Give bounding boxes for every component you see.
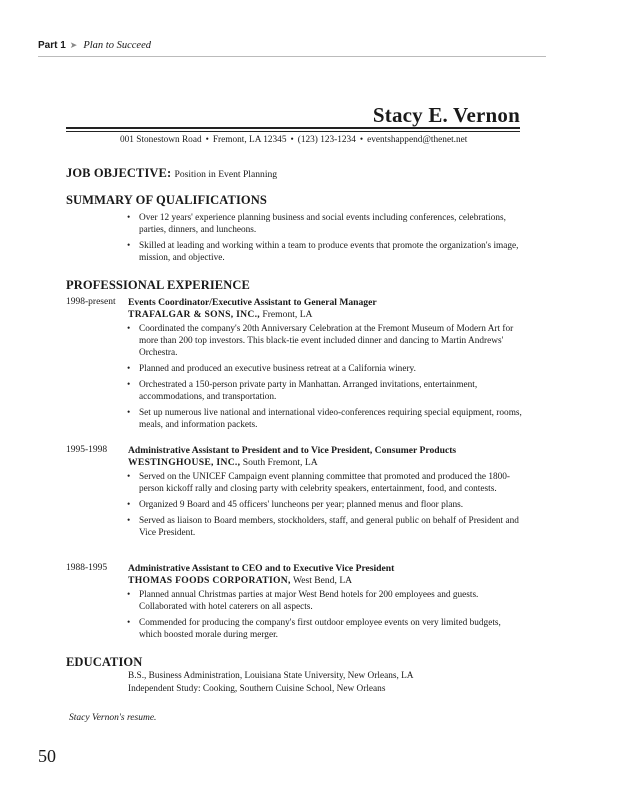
summary-heading: SUMMARY OF QUALIFICATIONS xyxy=(66,193,267,207)
job-company xyxy=(128,457,318,468)
job-bullets xyxy=(126,589,524,645)
bullet-separator: • xyxy=(359,135,364,145)
job-bullets xyxy=(126,471,524,543)
experience-heading: PROFESSIONAL EXPERIENCE xyxy=(66,278,250,292)
list-item: • Served as liaison to Board members, stockholders, staff, and general public on behalf of President and Vice President. xyxy=(126,515,524,539)
page-number: 50 xyxy=(38,746,56,766)
list-item: • Commended for producing the company's first outdoor employee events on very limited budgets, which boosted morale during merger. xyxy=(126,617,524,641)
company-name: WESTINGHOUSE, INC., xyxy=(128,457,241,468)
part-label: Part 1 xyxy=(38,40,66,51)
contact-line xyxy=(120,135,467,145)
list-item: • Set up numerous live national and international video-conferences requiring special equipment, rooms, meals, and information packets. xyxy=(126,407,524,431)
list-item: • Planned and produced an executive business retreat at a California winery. xyxy=(126,363,524,375)
education-lines xyxy=(128,670,414,695)
contact-email: eventshappend@thenet.net xyxy=(367,135,468,145)
objective-label: JOB OBJECTIVE: xyxy=(66,166,172,180)
job-title: Administrative Assistant to President and to Vice President, Consumer Products xyxy=(128,445,457,456)
job-title: Administrative Assistant to CEO and to Executive Vice President xyxy=(128,563,395,574)
company-name: THOMAS FOODS CORPORATION, xyxy=(128,575,291,586)
arrow-right-icon: ➤ xyxy=(69,40,78,50)
list-item: • Planned annual Christmas parties at major West Bend hotels for 200 employees and guests. Collaborated with hotel caterers on all aspects. xyxy=(126,589,524,613)
list-item: • Orchestrated a 150-person private party in Manhattan. Arranged invitations, entertainment, accommodations, and transportation. xyxy=(126,379,524,403)
job-company xyxy=(128,575,352,586)
company-location: West Bend, LA xyxy=(292,575,353,586)
job-bullets xyxy=(126,323,524,435)
company-location: Fremont, LA xyxy=(262,309,313,320)
job-dates: 1988-1995 xyxy=(66,563,108,573)
header-divider xyxy=(38,56,546,57)
name-rule-thin xyxy=(66,131,520,132)
running-head xyxy=(38,40,151,51)
figure-caption: Stacy Vernon's resume. xyxy=(69,713,157,723)
bullet-separator: • xyxy=(290,135,294,145)
job-dates: 1998-present xyxy=(66,297,116,307)
job-title: Events Coordinator/Executive Assistant to General Manager xyxy=(128,297,377,308)
list-item: • Over 12 years' experience planning business and social events including conferences, celebrations, parties, dinners, and luncheons. xyxy=(126,212,524,236)
list-item: • Coordinated the company's 20th Anniversary Celebration at the Fremont Museum of Modern Art for more than 200 top investors. This black-tie event included dinner and dancing to Martin Andrews' Orchestra. xyxy=(126,323,524,359)
name-rule-thick xyxy=(66,127,520,129)
list-item: • Served on the UNICEF Campaign event planning committee that promoted and produced the 1800-person kickoff rally and closing party with celebrity speakers, entertainment, food, and contests. xyxy=(126,471,524,495)
bullet-separator: • xyxy=(205,135,209,145)
education-degree: B.S., Business Administration, Louisiana State University, New Orleans, LA xyxy=(128,671,414,681)
company-name: TRAFALGAR & SONS, INC., xyxy=(128,309,260,320)
education-study: Independent Study: Cooking, Southern Cuisine School, New Orleans xyxy=(128,683,386,694)
objective-text: Position in Event Planning xyxy=(174,169,278,180)
education-heading: EDUCATION xyxy=(66,655,143,669)
job-dates: 1995-1998 xyxy=(66,445,108,455)
contact-address: 001 Stonestown Road xyxy=(120,135,202,145)
resume-name: Stacy E. Vernon xyxy=(372,103,520,127)
chapter-title: Plan to Succeed xyxy=(83,40,151,51)
company-location: South Fremont, LA xyxy=(242,457,318,468)
summary-list xyxy=(126,212,524,268)
contact-city: Fremont, LA 12345 xyxy=(212,135,287,145)
contact-phone: (123) 123-1234 xyxy=(297,135,356,145)
job-company xyxy=(128,309,313,320)
list-item: • Organized 9 Board and 45 officers' luncheons per year; planned menus and floor plans. xyxy=(126,499,524,511)
job-objective xyxy=(66,166,277,181)
list-item: • Skilled at leading and working within a team to produce events that promote the organization's image, mission, and objective. xyxy=(126,240,524,264)
